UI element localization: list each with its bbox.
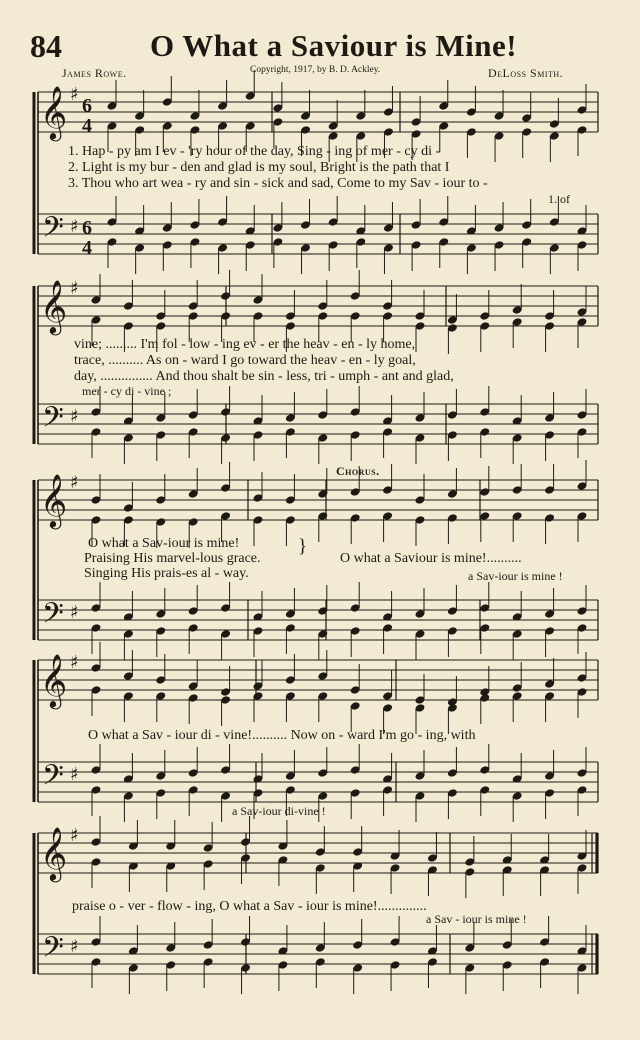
lyric-verse2-line2: trace, .......... As on - ward I go toward the heav - en - ly goal, — [74, 353, 416, 368]
treble-clef-icon: 𝄞 — [40, 279, 68, 333]
key-signature-sharp-icon: ♯ — [70, 764, 79, 785]
lyric-verse3-line2: day, ............... And thou shalt be sin - less, tri - umph - ant and glad, — [74, 369, 454, 384]
lyric-verse3-line1: 3. Thou who art wea - ry and sin - sick and sad, Come to my Sav - iour to - — [68, 176, 488, 191]
hymn-number: 84 — [30, 28, 62, 64]
key-signature-sharp-icon: ♯ — [70, 216, 79, 237]
author-credit: James Rowe. — [62, 66, 127, 80]
composer-credit: DeLoss Smith. — [488, 66, 564, 80]
key-signature-sharp-icon: ♯ — [70, 84, 79, 105]
lyric-chorus-line2-alt: a Sav-iour di-vine ! — [232, 804, 326, 818]
lyric-chorus-line2: O what a Sav - iour di - vine!.......... Now on - ward I'm go - ing, with — [88, 728, 476, 743]
bass-clef-icon: 𝄢 — [42, 401, 64, 441]
time-signature-bottom: 4 — [82, 115, 92, 137]
lyric-chorus-main: O what a Saviour is mine!.......... — [340, 551, 522, 566]
key-signature-sharp-icon: ♯ — [70, 652, 79, 673]
lyric-chorus-line3-alt: a Sav - iour is mine ! — [426, 912, 527, 926]
time-signature-bottom: 4 — [82, 237, 92, 259]
bass-clef-icon: 𝄢 — [42, 931, 64, 971]
lyric-verse2-line1: 2. Light is my bur - den and glad is my soul, Bright is the path that I — [68, 160, 450, 175]
bass-clef-icon: 𝄢 — [42, 759, 64, 799]
lyric-refrain-line3: Singing His prais-es al - way. — [84, 566, 249, 581]
lyric-refrain-line1: O what a Sav-iour is mine! — [88, 536, 240, 551]
key-signature-sharp-icon: ♯ — [70, 472, 79, 493]
key-signature-sharp-icon: ♯ — [70, 825, 79, 846]
lyric-refrain-line2: Praising His marvel-lous grace. — [84, 551, 261, 566]
key-signature-sharp-icon: ♯ — [70, 936, 79, 957]
lyric-alt-line2: mer - cy di - vine ; — [82, 384, 172, 398]
lyric-verse1-line2: vine; ......... I'm fol - low - ing ev - er the heav - en - ly home, — [74, 337, 416, 352]
bass-clef-icon: 𝄢 — [42, 211, 64, 251]
lyric-alt-line1: 1. of — [548, 192, 570, 206]
lyric-chorus-alt: a Sav-iour is mine ! — [468, 569, 563, 583]
treble-clef-icon: 𝄞 — [40, 826, 68, 880]
refrain-brace: } — [298, 536, 308, 557]
chorus-label: Chorus. — [336, 464, 380, 478]
time-signature-top: 6 — [82, 95, 92, 117]
lyric-verse1-line1: 1. Hap - py am I ev - 'ry hour of the day, Sing - ing of mer - cy di - — [68, 144, 441, 159]
time-signature-top: 6 — [82, 217, 92, 239]
hymn-title: O What a Saviour is Mine! — [150, 28, 518, 63]
copyright-notice: Copyright, 1917, by B. D. Ackley. — [250, 65, 381, 75]
key-signature-sharp-icon: ♯ — [70, 278, 79, 299]
key-signature-sharp-icon: ♯ — [70, 406, 79, 427]
bass-clef-icon: 𝄢 — [42, 597, 64, 637]
treble-clef-icon: 𝄞 — [40, 85, 68, 139]
key-signature-sharp-icon: ♯ — [70, 602, 79, 623]
treble-clef-icon: 𝄞 — [40, 473, 68, 527]
treble-clef-icon: 𝄞 — [40, 653, 68, 707]
lyric-chorus-line3: praise o - ver - flow - ing, O what a Sav - iour is mine!.............. — [72, 899, 427, 914]
